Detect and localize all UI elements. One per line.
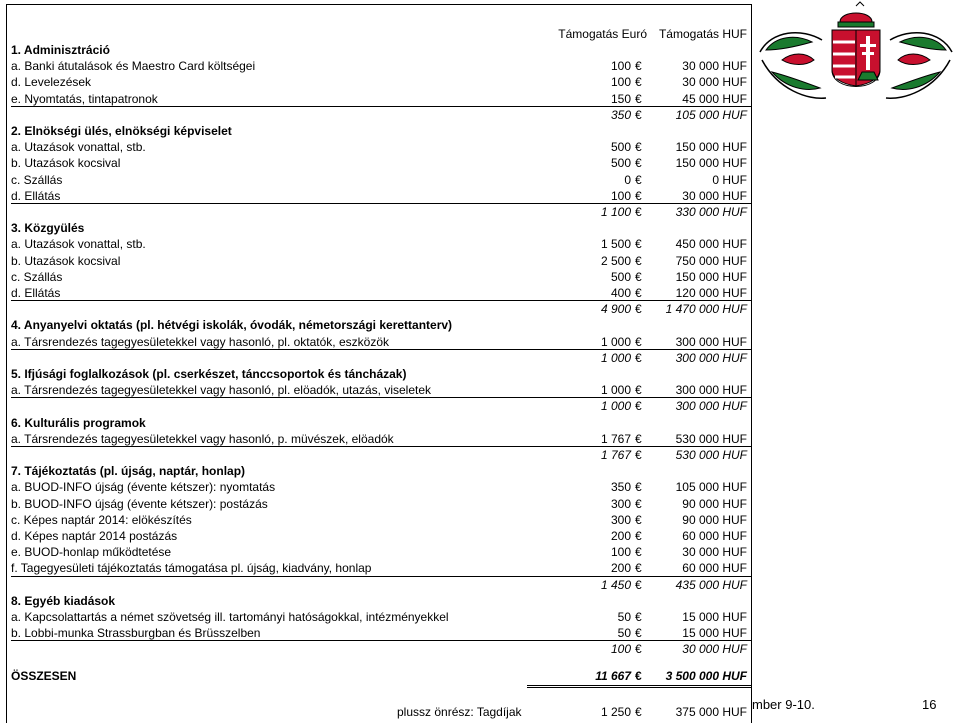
row-label: a. Társrendezés tagegyesületekkel vagy hasonló, p. müvészek, elöadók: [11, 431, 394, 446]
table-row: [7, 560, 751, 576]
subtotal-separator: [11, 640, 751, 641]
subtotal-row: [7, 350, 751, 366]
row-huf-value: 45 000 HUF: [682, 91, 747, 106]
coat-of-arms-logo: [752, 0, 960, 130]
row-huf-value: 530 000 HUF: [675, 448, 747, 462]
header-huf: Támogatás HUF: [658, 27, 747, 41]
euro-symbol: €: [635, 529, 642, 543]
table-row: [7, 58, 751, 74]
extra-eur: 1 250: [600, 705, 631, 719]
euro-symbol: €: [635, 286, 642, 300]
euro-symbol: €: [635, 269, 642, 284]
row-eur-value: 1 767: [600, 431, 631, 446]
row-huf-value: 300 000 HUF: [675, 334, 747, 349]
row-huf-value: 30 000 HUF: [682, 188, 747, 203]
row-eur-value: 4 900: [600, 302, 631, 317]
row-label: b. Lobbi-munka Strassburgban és Brüsszelben: [11, 626, 261, 641]
row-label: e. Nyomtatás, tintapatronok: [11, 91, 158, 106]
row-label: d. Ellátás: [11, 188, 61, 203]
euro-symbol: €: [635, 399, 642, 414]
row-huf-value: 150 000 HUF: [675, 269, 747, 284]
row-label: 5. Ifjúsági foglalkozások (pl. cserkészet, tánccsoportok és táncházak): [11, 367, 407, 381]
row-eur-value: 1 450: [600, 577, 631, 592]
row-label: 7. Tájékoztatás (pl. újság, naptár, honlap): [11, 464, 246, 479]
row-huf-value: 1 470 000 HUF: [665, 302, 747, 317]
row-eur-value: 150: [610, 91, 631, 106]
total-label: ÖSSZESEN: [11, 669, 77, 683]
row-eur-value: 0: [624, 172, 631, 187]
row-label: a. Utazások vonattal, stb.: [11, 140, 146, 155]
row-eur-value: 1 767: [600, 448, 631, 462]
row-label: f. Tagegyesületi tájékoztatás támogatása pl. újság, kiadvány, honlap: [11, 561, 372, 576]
euro-symbol: €: [635, 545, 642, 560]
table-row: [7, 431, 751, 447]
subtotal-separator: [11, 300, 751, 301]
table-row: [7, 172, 751, 188]
row-label: a. Társrendezés tagegyesületekkel vagy hasonló, pl. oktatók, eszközök: [11, 334, 389, 349]
euro-symbol: €: [635, 172, 642, 187]
table-row: [7, 74, 751, 90]
euro-symbol: €: [635, 448, 642, 462]
row-huf-value: 15 000 HUF: [682, 610, 747, 624]
euro-symbol: €: [635, 383, 642, 398]
table-row: [7, 496, 751, 512]
row-eur-value: 300: [610, 496, 631, 511]
row-label: a. Társrendezés tagegyesületekkel vagy hasonló, pl. elöadók, utazás, viseletek: [11, 383, 432, 398]
row-label: c. Szállás: [11, 172, 63, 187]
euro-symbol: €: [635, 610, 642, 624]
table-row: [7, 91, 751, 107]
row-label: 6. Kulturális programok: [11, 415, 146, 430]
row-eur-value: 50: [617, 610, 631, 624]
row-huf-value: 30 000 HUF: [682, 642, 747, 657]
row-label: a. Utazások vonattal, stb.: [11, 237, 146, 252]
row-eur-value: 1 000: [600, 334, 631, 349]
row-label: e. BUOD-honlap működtetése: [11, 545, 172, 560]
row-huf-value: 105 000 HUF: [675, 107, 747, 122]
total-huf: 3 500 000 HUF: [665, 669, 747, 683]
row-eur-value: 200: [610, 529, 631, 543]
euro-symbol: €: [635, 156, 642, 171]
row-huf-value: 105 000 HUF: [675, 480, 747, 495]
row-label: c. Szállás: [11, 269, 63, 284]
row-huf-value: 330 000 HUF: [675, 205, 747, 219]
row-eur-value: 200: [610, 561, 631, 576]
subtotal-separator: [11, 349, 751, 350]
subtotal-row: [7, 577, 751, 593]
row-huf-value: 300 000 HUF: [675, 383, 747, 398]
subtotal-separator: [11, 446, 751, 447]
spreadsheet-table: [6, 4, 752, 723]
row-eur-value: 300: [610, 512, 631, 527]
row-huf-value: 0 HUF: [712, 172, 747, 187]
row-eur-value: 1 000: [600, 383, 631, 398]
row-eur-value: 1 500: [600, 237, 631, 252]
euro-symbol: €: [635, 205, 642, 219]
row-eur-value: 500: [610, 140, 631, 155]
table-row: [7, 609, 751, 625]
row-huf-value: 435 000 HUF: [675, 577, 747, 592]
euro-symbol: €: [635, 302, 642, 317]
table-row: [7, 479, 751, 495]
row-eur-value: 1 000: [600, 399, 631, 414]
row-eur-value: 500: [610, 269, 631, 284]
row-eur-value: 100: [610, 642, 631, 657]
subtotal-row: [7, 398, 751, 414]
row-eur-value: 1 000: [600, 350, 631, 365]
row-label: 8. Egyéb kiadások: [11, 593, 116, 608]
row-label: d. Képes naptár 2014 postázás: [11, 529, 178, 543]
section-header-row: [7, 220, 751, 236]
row-huf-value: 30 000 HUF: [682, 75, 747, 90]
euro-symbol: €: [635, 561, 642, 576]
euro-symbol: €: [635, 480, 642, 495]
euro-symbol: €: [635, 512, 642, 527]
total-double-underline: [527, 687, 751, 688]
row-eur-value: 2 500: [600, 253, 631, 268]
row-label: b. BUOD-INFO újság (évente kétszer): postázás: [11, 496, 268, 511]
row-label: d. Ellátás: [11, 286, 61, 300]
section-header-row: [7, 317, 751, 333]
subtotal-row: [7, 204, 751, 220]
subtotal-row: [7, 641, 751, 657]
row-label: 4. Anyanyelvi oktatás (pl. hétvégi iskolák, óvodák, németországi kerettanterv): [11, 318, 453, 333]
table-row: [7, 139, 751, 155]
header-eur: Támogatás Euró: [558, 27, 647, 41]
row-eur-value: 50: [617, 626, 631, 641]
row-label: c. Képes naptár 2014: elökészítés: [11, 512, 192, 527]
table-row: [7, 512, 751, 528]
footer-date: mber 9-10.: [752, 697, 815, 712]
euro-symbol: €: [635, 75, 642, 90]
total-eur: 11 667: [595, 669, 631, 683]
row-huf-value: 60 000 HUF: [682, 529, 747, 543]
subtotal-separator: [11, 203, 751, 204]
row-eur-value: 500: [610, 156, 631, 171]
row-eur-value: 100: [610, 75, 631, 90]
table-row: [7, 382, 751, 398]
row-label: 3. Közgyülés: [11, 221, 85, 236]
euro-symbol: €: [635, 705, 642, 719]
euro-symbol: €: [635, 140, 642, 155]
row-eur-value: 100: [610, 59, 631, 74]
extra-row: [7, 704, 751, 720]
row-huf-value: 300 000 HUF: [675, 350, 747, 365]
row-eur-value: 1 100: [600, 205, 631, 219]
row-huf-value: 60 000 HUF: [682, 561, 747, 576]
row-huf-value: 30 000 HUF: [682, 545, 747, 560]
euro-symbol: €: [635, 334, 642, 349]
section-header-row: [7, 593, 751, 609]
row-label: 1. Adminisztráció: [11, 43, 110, 57]
table-row: [7, 285, 751, 301]
euro-symbol: €: [635, 626, 642, 641]
row-label: a. BUOD-INFO újság (évente kétszer): nyomtatás: [11, 480, 276, 495]
section-header-row: [7, 366, 751, 382]
table-row: [7, 528, 751, 544]
table-row: [7, 544, 751, 560]
euro-symbol: €: [635, 642, 642, 657]
euro-symbol: €: [635, 59, 642, 74]
row-huf-value: 530 000 HUF: [675, 431, 747, 446]
subtotal-row: [7, 447, 751, 463]
row-huf-value: 150 000 HUF: [675, 156, 747, 171]
section-header-row: [7, 415, 751, 431]
subtotal-separator: [11, 397, 751, 398]
column-headers: [7, 26, 751, 42]
euro-symbol: €: [635, 350, 642, 365]
row-eur-value: 100: [610, 545, 631, 560]
total-underline: [527, 685, 751, 686]
page-number: 16: [922, 697, 937, 712]
row-huf-value: 15 000 HUF: [682, 626, 747, 641]
table-row: [7, 334, 751, 350]
total-row: [7, 668, 751, 684]
euro-symbol: €: [635, 237, 642, 252]
subtotal-separator: [11, 576, 751, 577]
row-huf-value: 300 000 HUF: [675, 399, 747, 414]
row-huf-value: 90 000 HUF: [682, 512, 747, 527]
row-eur-value: 350: [610, 107, 631, 122]
table-row: [7, 236, 751, 252]
row-label: 2. Elnökségi ülés, elnökségi képviselet: [11, 124, 232, 138]
subtotal-row: [7, 301, 751, 317]
euro-symbol: €: [635, 577, 642, 592]
row-eur-value: 400: [610, 286, 631, 300]
section-header-row: [7, 463, 751, 479]
euro-symbol: €: [635, 431, 642, 446]
row-eur-value: 100: [610, 188, 631, 203]
table-row: [7, 625, 751, 641]
table-row: [7, 253, 751, 269]
row-huf-value: 30 000 HUF: [682, 59, 747, 74]
row-label: a. Kapcsolattartás a német szövetség ill. tartományi hatóságokkal, intézményekkel: [11, 610, 449, 624]
row-label: d. Levelezések: [11, 75, 92, 90]
section-header-row: [7, 123, 751, 139]
row-huf-value: 150 000 HUF: [675, 140, 747, 155]
subtotal-separator: [11, 106, 751, 107]
table-row: [7, 269, 751, 285]
row-huf-value: 90 000 HUF: [682, 496, 747, 511]
extra-huf: 375 000 HUF: [675, 705, 747, 719]
row-label: b. Utazások kocsival: [11, 253, 121, 268]
extra-label: plussz önrész: Tagdíjak: [397, 705, 522, 719]
euro-symbol: €: [635, 669, 642, 683]
row-huf-value: 750 000 HUF: [675, 253, 747, 268]
euro-symbol: €: [635, 188, 642, 203]
table-row: [7, 188, 751, 204]
subtotal-row: [7, 107, 751, 123]
euro-symbol: €: [635, 91, 642, 106]
row-label: a. Banki átutalások és Maestro Card költségei: [11, 59, 256, 74]
row-eur-value: 350: [610, 480, 631, 495]
row-huf-value: 450 000 HUF: [675, 237, 747, 252]
table-row: [7, 155, 751, 171]
euro-symbol: €: [635, 107, 642, 122]
section-header-row: [7, 42, 751, 58]
euro-symbol: €: [635, 496, 642, 511]
row-huf-value: 120 000 HUF: [675, 286, 747, 300]
row-label: b. Utazások kocsival: [11, 156, 121, 171]
euro-symbol: €: [635, 253, 642, 268]
